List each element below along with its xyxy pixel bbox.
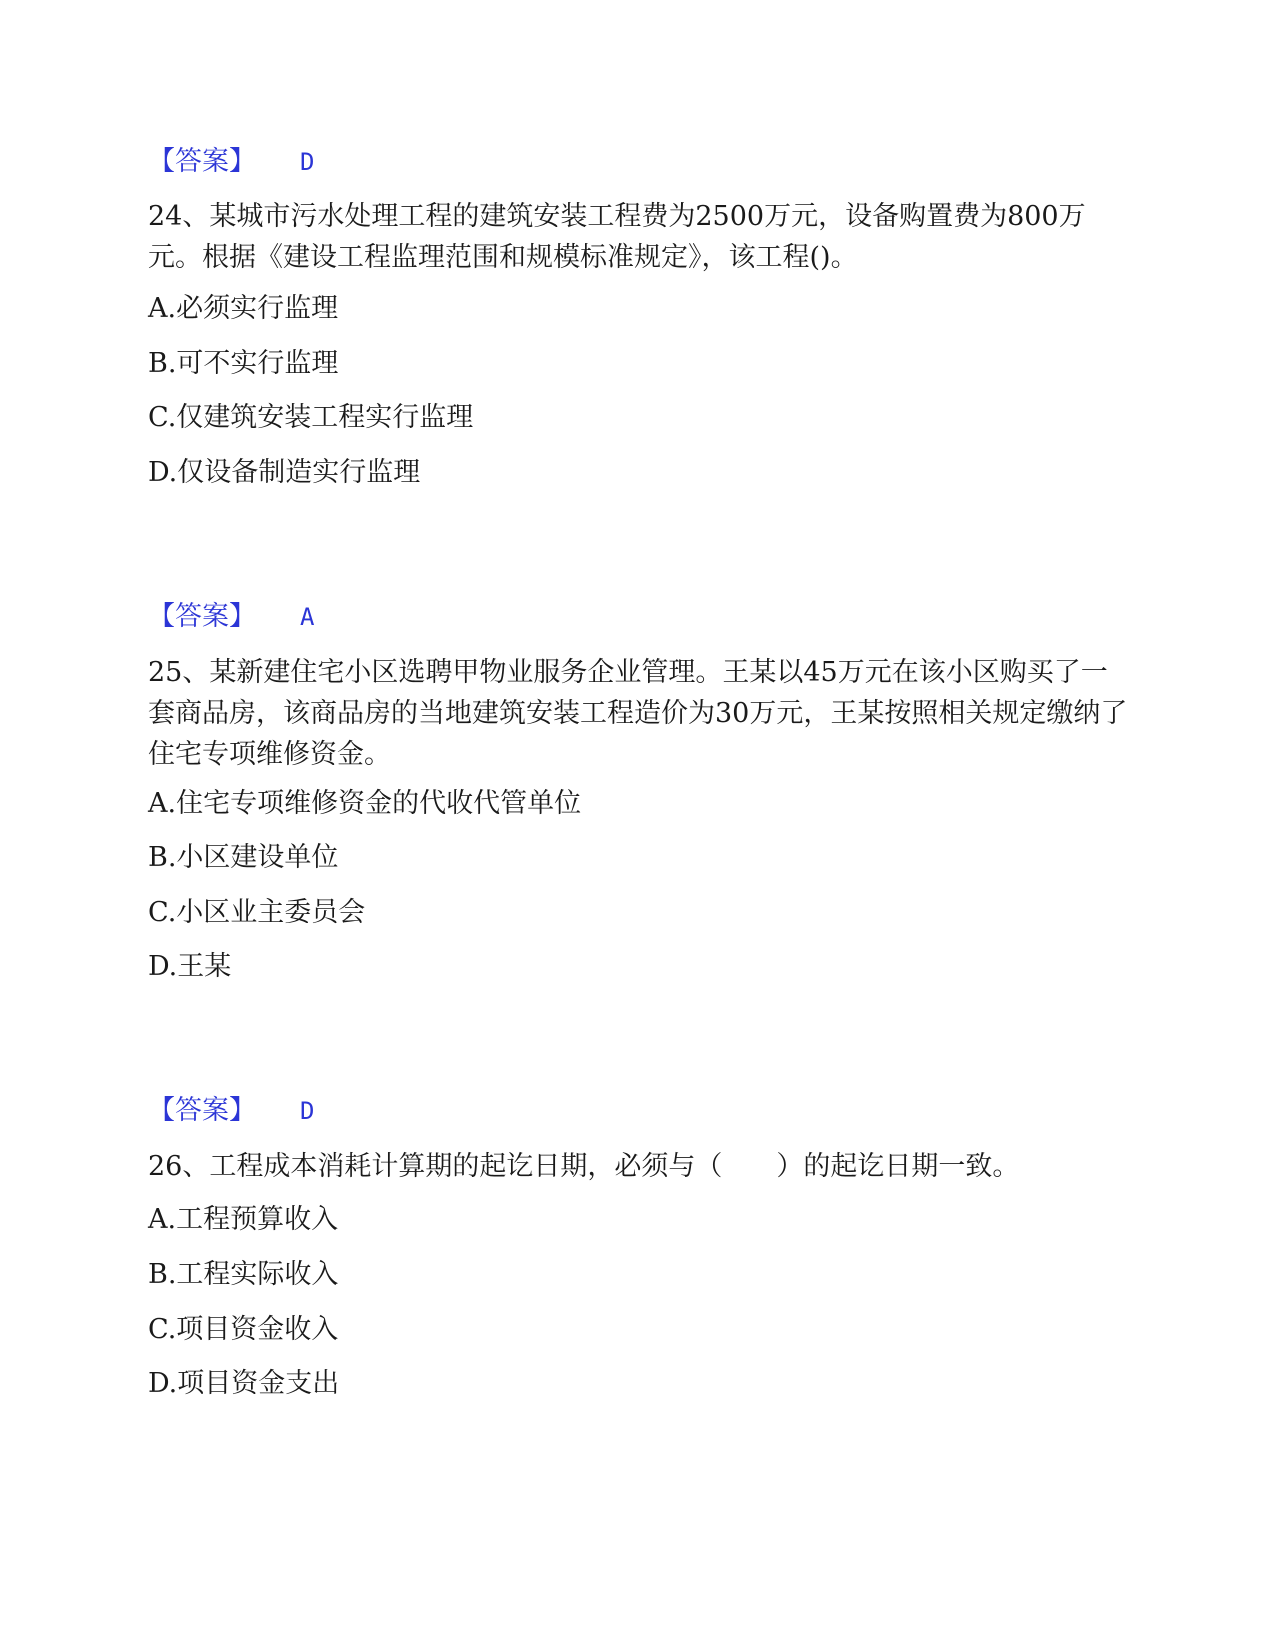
answer-label: 【答案】	[148, 601, 256, 632]
option-b: B.可不实行监理	[148, 348, 339, 379]
question-stem: 26、工程成本消耗计算期的起讫日期，必须与（ ）的起讫日期一致。	[148, 1151, 1020, 1182]
option-b: B.小区建设单位	[148, 842, 339, 873]
question-stem: 25、某新建住宅小区选聘甲物业服务企业管理。王某以45万元在该小区购买了一套商品房，该商品房的当地建筑安装工程造价为30万元，王某按照相关规定缴纳了住宅专项维修资金。	[148, 657, 1128, 770]
answer-line	[148, 597, 314, 637]
answer-line	[148, 1091, 314, 1131]
answer-value: D	[300, 148, 315, 176]
option-c: C.小区业主委员会	[148, 897, 366, 928]
option-b: B.工程实际收入	[148, 1259, 339, 1290]
option-d: D.王某	[148, 951, 232, 982]
option-d: D.项目资金支出	[148, 1368, 340, 1399]
answer-value: A	[300, 603, 315, 631]
option-c: C.仅建筑安装工程实行监理	[148, 402, 474, 433]
option-c: C.项目资金收入	[148, 1314, 339, 1345]
answer-value: D	[300, 1097, 315, 1125]
question-stem: 24、某城市污水处理工程的建筑安装工程费为2500万元，设备购置费为800万元。根据《建设工程监理范围和规模标准规定》，该工程()。	[148, 201, 1086, 273]
answer-label: 【答案】	[148, 1095, 256, 1126]
answer-line	[148, 142, 314, 182]
answer-label: 【答案】	[148, 146, 256, 177]
option-a: A.住宅专项维修资金的代收代管单位	[148, 788, 582, 819]
option-a: A.必须实行监理	[148, 293, 339, 324]
option-d: D.仅设备制造实行监理	[148, 457, 421, 488]
option-a: A.工程预算收入	[148, 1204, 339, 1235]
